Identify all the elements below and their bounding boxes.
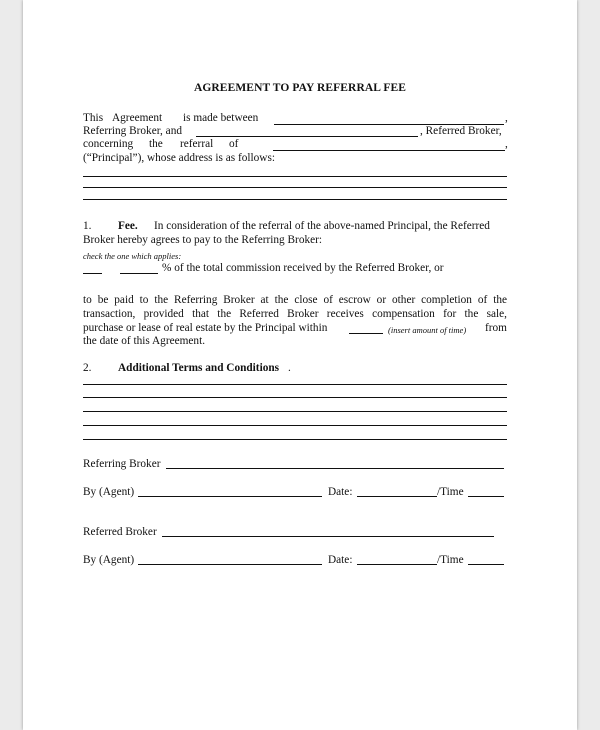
intro-concerning: concerning [83,138,134,150]
intro-referral: referral [180,138,214,150]
percentage-line[interactable] [120,273,158,274]
referred-broker-signature-line[interactable] [162,536,494,537]
address-line-3[interactable] [83,199,507,200]
intro-comma-1: , [505,112,508,124]
option-text: % of the total commission received by the Referred Broker, or [162,262,444,274]
date-label-2: Date: [328,554,353,566]
by-agent-label-1: By (Agent) [83,486,135,498]
principal-name-line[interactable] [273,150,505,151]
intro-referring-broker: Referring Broker, and [83,125,182,137]
terms-line-4[interactable] [83,425,507,426]
para-line4: the date of this Agreement. [83,335,206,347]
address-line-1[interactable] [83,176,507,177]
time-label-1: /Time [437,486,464,498]
section2-heading: Additional Terms and Conditions [118,362,280,374]
address-line-2[interactable] [83,187,507,188]
section1-text-line2: Broker hereby agrees to pay to the Referring Broker: [83,234,323,246]
document-title: AGREEMENT TO PAY REFERRAL FEE [193,82,407,94]
para-line1: to be paid to the Referring Broker at the close of escrow or other completion of the [83,294,507,306]
referring-broker-signature-line[interactable] [166,468,504,469]
intro-agreement: Agreement [112,112,163,124]
referring-broker-label: Referring Broker [83,458,161,470]
time-line-1[interactable] [468,496,504,497]
referred-broker-label: Referred Broker [83,526,157,538]
by-agent-label-2: By (Agent) [83,554,135,566]
time-label-2: /Time [437,554,464,566]
intro-of: of [229,138,239,150]
date-label-1: Date: [328,486,353,498]
agent-signature-line-1[interactable] [138,496,322,497]
intro-this: This [83,112,104,124]
para-line3-a: purchase or lease of real estate by the Principal within [83,322,328,334]
terms-line-5[interactable] [83,439,507,440]
section1-heading: Fee. [118,220,138,232]
time-amount-line[interactable] [349,333,383,334]
intro-address-text: (“Principal”), whose address is as follows: [83,152,276,164]
section1-text-line1: In consideration of the referral of the above-named Principal, the Referred [154,220,490,232]
date-line-2[interactable] [357,564,437,565]
agent-signature-line-2[interactable] [138,564,322,565]
check-note: check the one which applies: [83,251,182,261]
section1-number: 1. [83,220,92,232]
document-content [23,0,577,730]
para-line3-b: from [485,322,507,334]
para-line2: transaction, provided that the Referred Broker receives compensation for the sale, [83,308,507,320]
option-checkbox-line[interactable] [83,273,102,274]
intro-made-between: is made between [183,112,259,124]
time-line-2[interactable] [468,564,504,565]
intro-referred-broker: , Referred Broker, [420,125,502,137]
terms-line-1[interactable] [83,384,507,385]
terms-line-2[interactable] [83,397,507,398]
intro-comma-2: , [505,138,508,150]
document-page [23,0,577,730]
terms-line-3[interactable] [83,411,507,412]
section2-heading-period: . [288,362,291,374]
section2-number: 2. [83,362,92,374]
para-line3-note: (insert amount of time) [388,325,467,335]
date-line-1[interactable] [357,496,437,497]
intro-the: the [149,138,163,150]
